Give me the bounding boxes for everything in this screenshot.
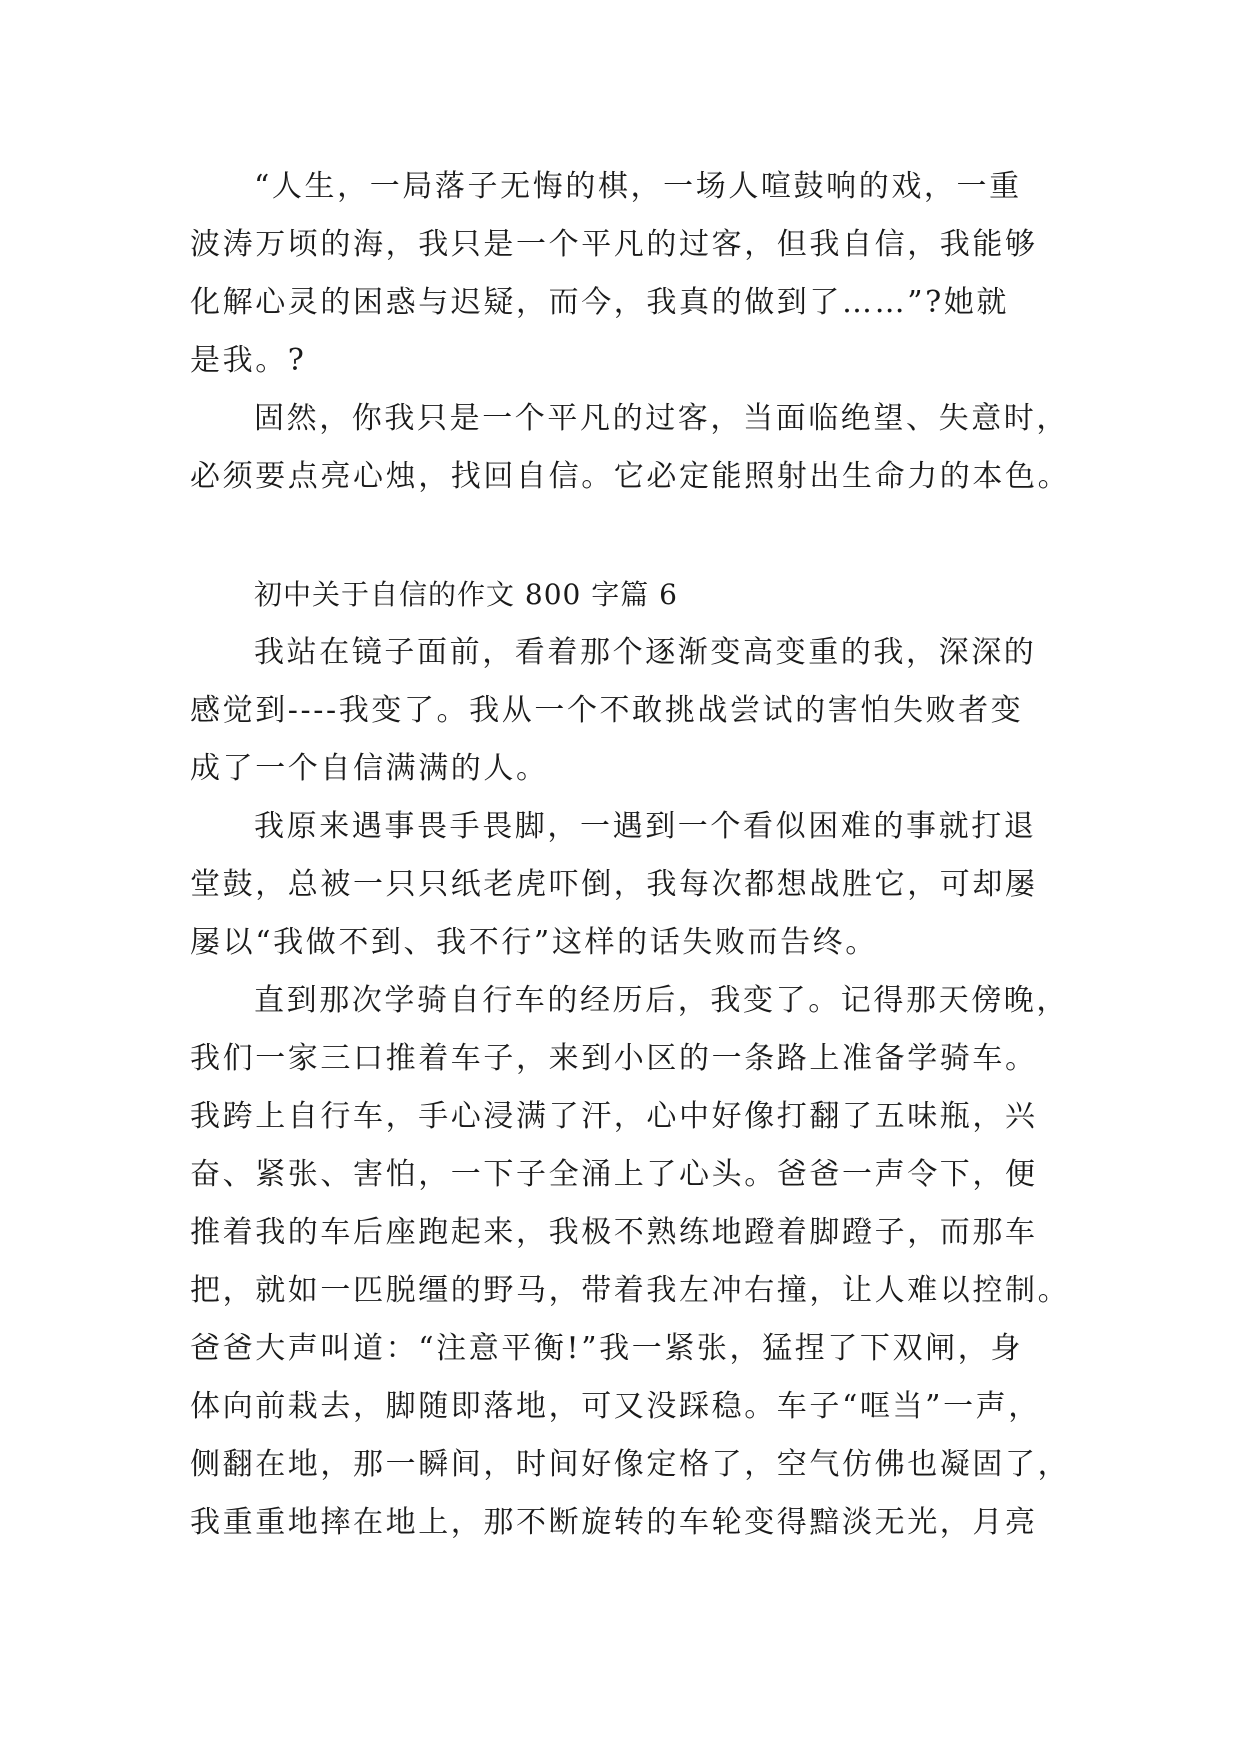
text-line: 爸爸大声叫道：“注意平衡!”我一紧张，猛捏了下双闸，身 <box>190 1331 1023 1366</box>
text-line: 感觉到----我变了。我从一个不敢挑战尝试的害怕失败者变 <box>190 693 1024 728</box>
paragraph-mirror <box>190 624 1052 798</box>
text-line: 屡以“我做不到、我不行”这样的话失败而告终。 <box>190 925 878 960</box>
text-line: “人生，一局落子无悔的棋，一场人喧鼓响的戏，一重 <box>254 169 1022 204</box>
text-line: 必须要点亮心烛，找回自信。它必定能照射出生命力的本色。 <box>190 459 1071 494</box>
paragraph-conclusion <box>190 390 1071 506</box>
text-line: 直到那次学骑自行车的经历后，我变了。记得那天傍晚， <box>254 983 1069 1018</box>
text-line: 推着我的车后座跑起来，我极不熟练地蹬着脚蹬子，而那车 <box>190 1215 1038 1250</box>
text-line: 我站在镜子面前，看着那个逐渐变高变重的我，深深的 <box>254 635 1037 670</box>
paragraph-life-quote <box>190 158 1052 390</box>
text-line: 我跨上自行车，手心浸满了汗，心中好像打翻了五味瓶，兴 <box>190 1099 1038 1134</box>
text-line: 固然，你我只是一个平凡的过客，当面临绝望、失意时， <box>254 401 1069 436</box>
text-line: 成了一个自信满满的人。 <box>190 751 549 786</box>
text-line: 我们一家三口推着车子，来到小区的一条路上准备学骑车。 <box>190 1041 1038 1076</box>
text-line: 侧翻在地，那一瞬间，时间好像定格了，空气仿佛也凝固了， <box>190 1447 1071 1482</box>
section-heading: 初中关于自信的作文 800 字篇 6 <box>254 578 678 611</box>
text-line: 波涛万顷的海，我只是一个平凡的过客，但我自信，我能够 <box>190 227 1038 262</box>
text-line: 体向前栽去，脚随即落地，可又没踩稳。车子“哐当”一声， <box>190 1389 1041 1424</box>
text-line: 堂鼓，总被一只只纸老虎吓倒，我每次都想战胜它，可却屡 <box>190 867 1038 902</box>
text-line: 奋、紧张、害怕，一下子全涌上了心头。爸爸一声令下，便 <box>190 1157 1038 1192</box>
text-line: 我重重地摔在地上，那不断旋转的车轮变得黯淡无光，月亮 <box>190 1505 1038 1540</box>
text-line: 是我。? <box>190 343 307 378</box>
text-line: 把，就如一匹脱缰的野马，带着我左冲右撞，让人难以控制。 <box>190 1273 1071 1308</box>
paragraph-bicycle <box>190 972 1071 1552</box>
essay-title <box>190 566 1052 624</box>
paragraph-past-self <box>190 798 1052 972</box>
text-line: 我原来遇事畏手畏脚，一遇到一个看似困难的事就打退 <box>254 809 1037 844</box>
text-line: 化解心灵的困惑与迟疑，而今，我真的做到了……”?她就 <box>190 285 1010 320</box>
